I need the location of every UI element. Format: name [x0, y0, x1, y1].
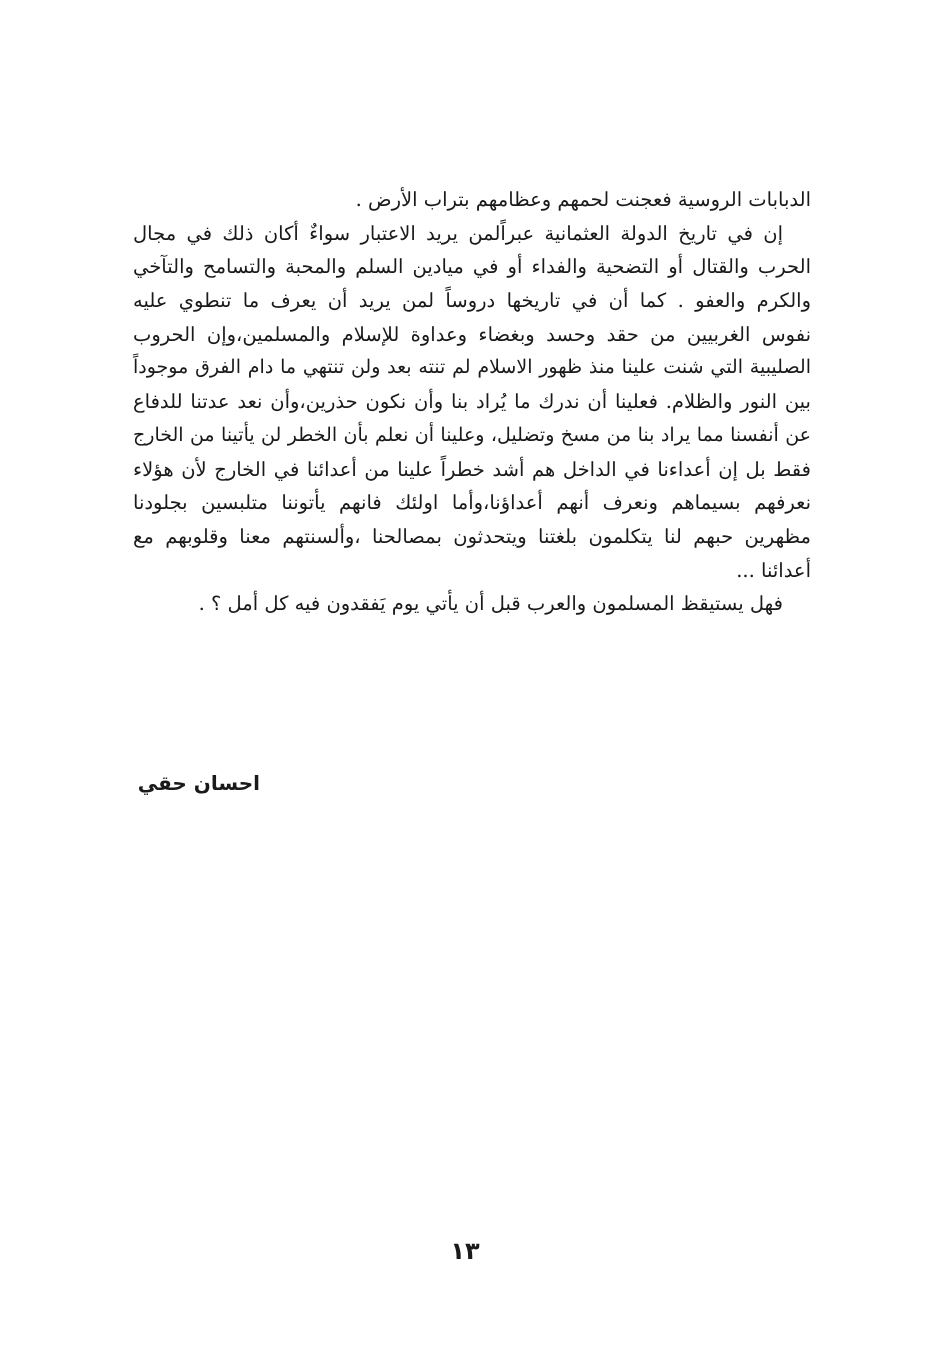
text-line: بين النور والظلام. فعلينا أن ندرك ما يُراد بنا وأن نكون حذرين،وأن نعد عدتنا للدفاع — [133, 390, 811, 414]
text-line: أعدائنا ... — [736, 558, 811, 582]
text-line: فقط بل إن أعداءنا في الداخل هم أشد خطراً علينا من أعدائنا في الخارج لأن هؤلاء — [133, 457, 811, 481]
text-line: الدبابات الروسية فعجنت لحمهم وعظامهم بتراب الأرض . — [355, 188, 811, 211]
text-line: الصليبية التي شنت علينا منذ ظهور الاسلام لم تنته بعد ولن تنتهي ما دام الفرق موجوداً — [133, 356, 812, 379]
author-signature: احسان حقي — [137, 771, 260, 795]
text-line: إن في تاريخ الدولة العثمانية عبراًلمن يريد الاعتبار سواءٌ أكان ذلك في مجال — [133, 221, 783, 245]
body-text — [133, 183, 811, 621]
text-line: فهل يستيقظ المسلمون والعرب قبل أن يأتي يوم يَفقدون فيه كل أمل ؟ . — [198, 592, 783, 616]
page-number: ١٣ — [450, 1237, 480, 1265]
text-line: الحرب والقتال أو التضحية والفداء أو في ميادين السلم والمحبة والتسامح والتآخي — [133, 255, 811, 279]
text-line: نفوس الغربيين من حقد وحسد وبغضاء وعداوة للإسلام والمسلمين،وإن الحروب — [133, 322, 811, 346]
text-line: والكرم والعفو . كما أن في تاريخها دروساً لمن يريد أن يعرف ما تنطوي عليه — [133, 289, 811, 313]
text-line: نعرفهم بسيماهم ونعرف أنهم أعداؤنا،وأما اولئك فانهم يأتوننا متلبسين بجلودنا — [133, 491, 811, 515]
text-line: عن أنفسنا مما يراد بنا من مسخ وتضليل، وعلينا أن نعلم بأن الخطر لن يأتينا من الخارج — [133, 423, 811, 446]
text-line: مظهرين حبهم لنا يتكلمون بلغتنا ويتحدثون بمصالحنا ،وألسنتهم معنا وقلوبهم مع — [133, 524, 811, 548]
